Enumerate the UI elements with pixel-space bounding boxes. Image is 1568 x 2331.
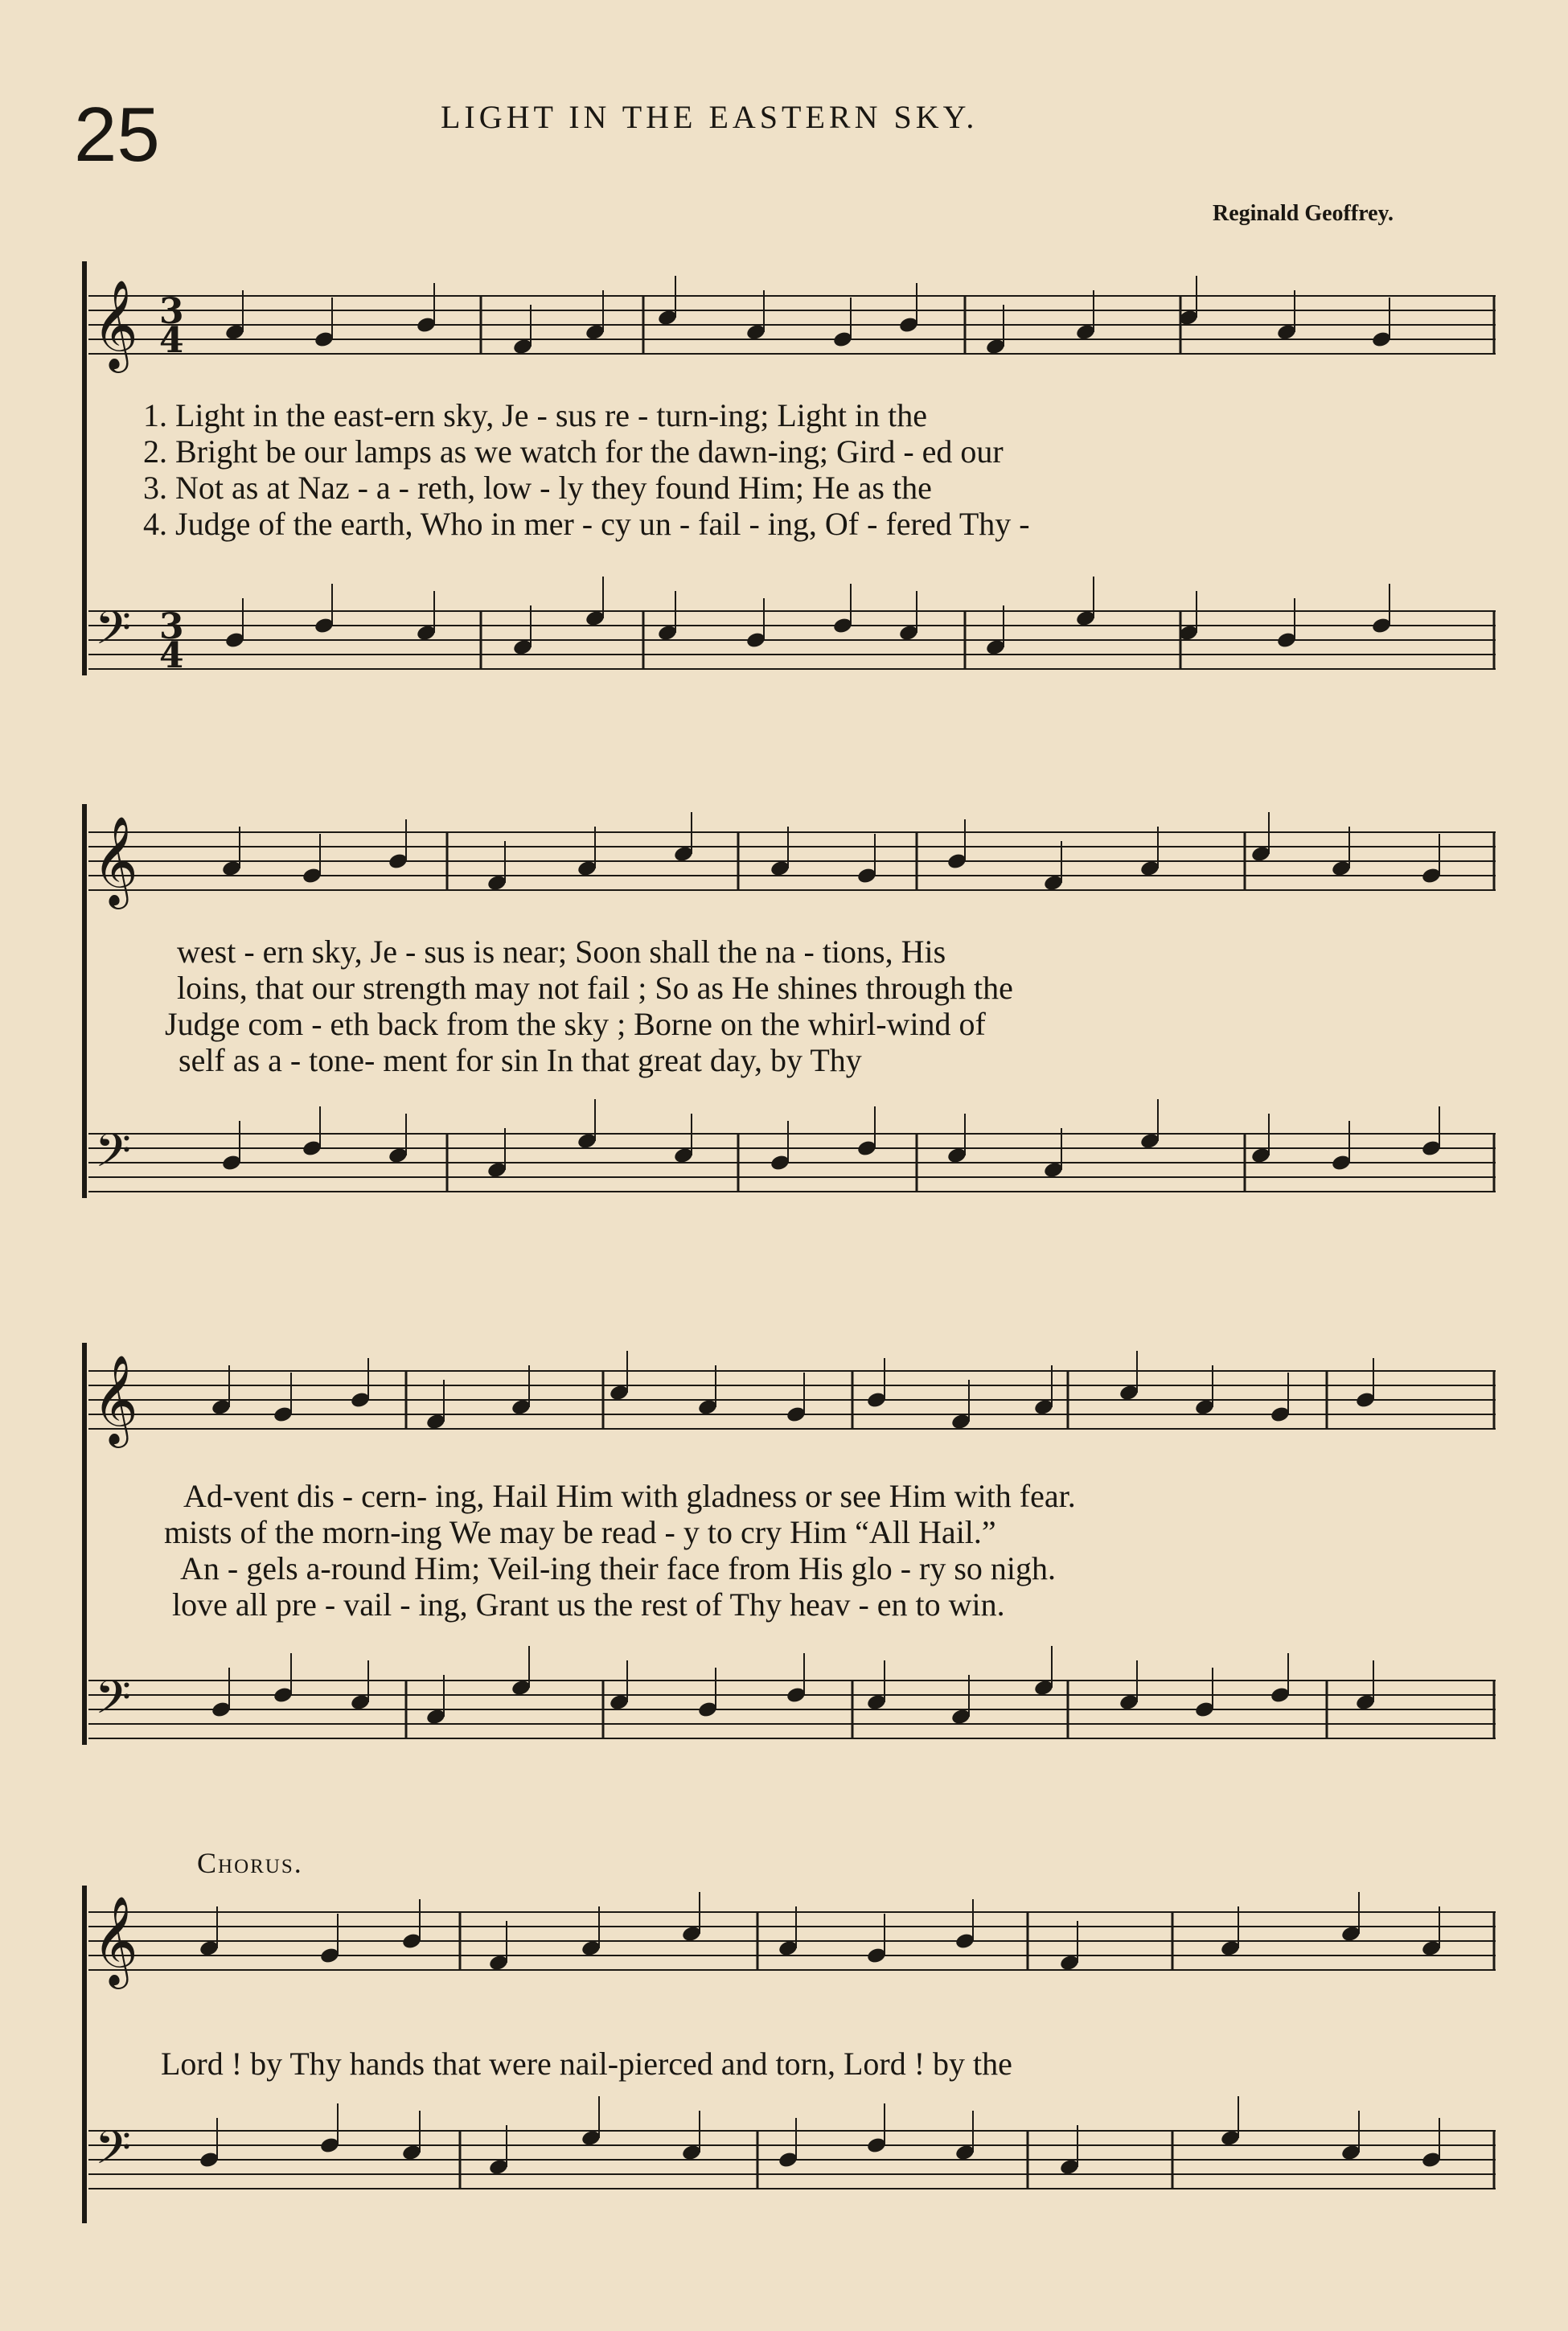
system-3-verse-2: mists of the morn-ing We may be read - y to cry Him “All Hail.” (164, 1514, 996, 1550)
treble-clef-icon: 𝄞 (92, 1895, 138, 1985)
bass-clef-icon: 𝄢 (95, 2120, 132, 2186)
time-signature-digit: 4 (159, 635, 184, 676)
staff-systems (84, 261, 1496, 2223)
time-signature-digit: 3 (159, 291, 184, 332)
time-signature-digit: 3 (159, 606, 184, 647)
time-signature-digit: 4 (159, 320, 184, 361)
hymn-number: 25 (74, 92, 160, 178)
treble-clef-icon: 𝄞 (92, 1354, 138, 1444)
system-2-verse-3: Judge com - eth back from the sky ; Borne on the whirl-wind of (165, 1006, 986, 1042)
system-3-verse-4: love all pre - vail - ing, Grant us the rest of Thy heav - en to win. (172, 1586, 1005, 1623)
treble-clef-icon: 𝄞 (92, 815, 138, 905)
system-2-verse-2: loins, that our strength may not fail ; So as He shines through the (177, 970, 1013, 1006)
author-credit: Reginald Geoffrey. (1213, 201, 1394, 226)
hymn-title: LIGHT IN THE EASTERN SKY. (441, 99, 979, 135)
system-3-verse-3: An - gels a-round Him; Veil-ing their face from His glo - ry so nigh. (180, 1550, 1057, 1586)
chorus-lyric: Lord ! by Thy hands that were nail-pierced and torn, Lord ! by the (161, 2046, 1012, 2082)
bass-clef-icon: 𝄢 (95, 1670, 132, 1736)
chorus-label: Chorus. (197, 1847, 303, 1879)
system-2-verse-4: self as a - tone- ment for sin In that great day, by Thy (179, 1042, 862, 1078)
system-1-verse-4: 4. Judge of the earth, Who in mer - cy un - fail - ing, Of - fered Thy - (143, 506, 1030, 542)
system-2-verse-1: west - ern sky, Je - sus is near; Soon shall the na - tions, His (177, 934, 946, 970)
bass-clef-icon: 𝄢 (95, 1123, 132, 1189)
system-1-verse-2: 2. Bright be our lamps as we watch for the dawn-ing; Gird - ed our (143, 433, 1004, 470)
system-1-verse-1: 1. Light in the east-ern sky, Je - sus re - turn-ing; Light in the (143, 397, 927, 433)
treble-clef-icon: 𝄞 (92, 279, 138, 369)
system-3-verse-1: Ad-vent dis - cern- ing, Hail Him with gladness or see Him with fear. (183, 1478, 1076, 1514)
system-1-verse-3: 3. Not as at Naz - a - reth, low - ly they found Him; He as the (143, 470, 932, 506)
bass-clef-icon: 𝄢 (95, 601, 132, 667)
